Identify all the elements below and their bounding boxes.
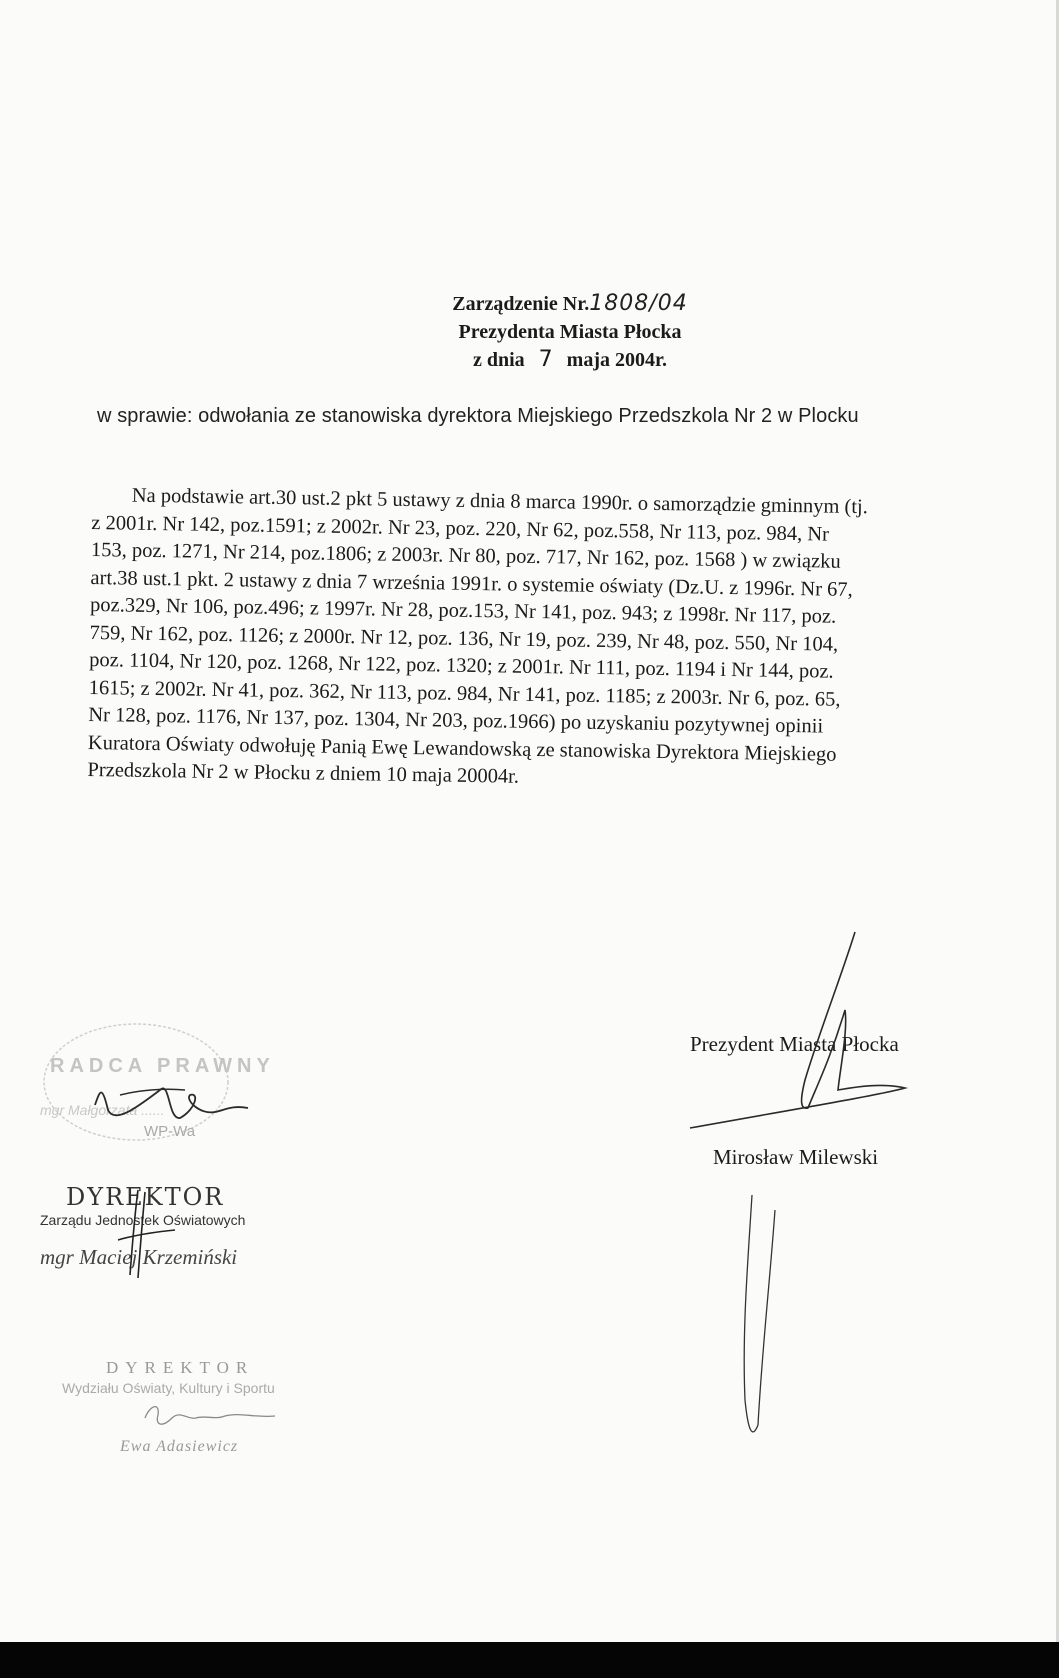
subject-line: w sprawie: odwołania ze stanowiska dyrektora Miejskiego Przedszkola Nr 2 w Plocku <box>97 405 859 427</box>
scan-bottom-border <box>0 1642 1059 1678</box>
director-stamp-subtitle: Zarządu Jednostek Oświatowych <box>40 1212 246 1228</box>
order-date-suffix: maja 2004r. <box>566 349 668 371</box>
body-line: 1615; z 2002r. Nr 41, poz. 362, Nr 113, poz. 984, Nr 141, poz. 1185; z 2003r. Nr 6, poz. 65, <box>88 676 841 711</box>
legal-stamp-title: RADCA PRAWNY <box>50 1055 275 1077</box>
order-number-handwritten: 1808/04 <box>589 291 688 316</box>
order-date-line <box>400 346 740 374</box>
body-line: 153, poz. 1271, Nr 214, poz.1806; z 2003r. Nr 80, poz. 717, Nr 162, poz. 1568 ) w związku <box>90 538 841 573</box>
body-line: poz.329, Nr 106, poz.496; z 1997r. Nr 28, poz.153, Nr 141, poz. 943; z 1998r. Nr 117, poz. <box>89 593 837 628</box>
body-line: z 2001r. Nr 142, poz.1591; z 2002r. Nr 23, poz. 220, Nr 62, poz.558, Nr 113, poz. 984, Nr <box>91 511 830 546</box>
body-line: 759, Nr 162, poz. 1126; z 2000r. Nr 12, poz. 136, Nr 19, poz. 239, Nr 48, poz. 550, Nr 104, <box>89 621 839 656</box>
signatory-title: Prezydent Miasta Płocka <box>690 1032 899 1056</box>
director-stamp-name: mgr Maciej Krzemiński <box>40 1245 238 1269</box>
order-title-line <box>400 290 740 318</box>
department-stamp-subtitle: Wydziału Oświaty, Kultury i Sportu <box>62 1380 275 1396</box>
legal-stamp-code: WP-Wa <box>144 1123 196 1140</box>
department-signature <box>145 1407 275 1425</box>
order-issuer: Prezydenta Miasta Płocka <box>458 321 682 343</box>
body-line: art.38 ust.1 pkt. 2 ustawy z dnia 7 września 1991r. o systemie oświaty (Dz.U. z 1996r. Nr 67, <box>90 566 853 601</box>
body-line: Przedszkola Nr 2 w Płocku z dniem 10 maja 20004r. <box>87 758 520 788</box>
body-line: Nr 128, poz. 1176, Nr 137, poz. 1304, Nr 203, poz.1966) po uzyskaniu pozytywnej opinii <box>88 703 824 738</box>
body-paragraph <box>87 482 1022 799</box>
signatory-name: Mirosław Milewski <box>713 1145 879 1169</box>
director-stamp-title: DYREKTOR <box>66 1183 225 1211</box>
order-title: Zarządzenie Nr. <box>452 293 590 315</box>
order-day-handwritten: 7 <box>538 347 553 372</box>
document-header <box>400 290 740 374</box>
legal-stamp-name: mgr Małgorzata ...... <box>40 1102 165 1118</box>
department-stamp-name: Ewa Adasiewicz <box>120 1438 239 1455</box>
president-signature <box>690 932 905 1128</box>
president-signature-tail <box>744 1195 775 1432</box>
order-date-prefix: z dnia <box>472 349 525 371</box>
department-stamp-title: DYREKTOR <box>106 1358 255 1377</box>
body-line: poz. 1104, Nr 120, poz. 1268, Nr 122, poz. 1320; z 2001r. Nr 111, poz. 1194 i Nr 144, poz. <box>89 648 834 683</box>
body-line: Na podstawie art.30 ust.2 pkt 5 ustawy z dnia 8 marca 1990r. o samorządzie gminnym (tj. <box>131 484 868 519</box>
body-line: Kuratora Oświaty odwołuję Panią Ewę Lewandowską ze stanowiska Dyrektora Miejskiego <box>87 731 837 766</box>
